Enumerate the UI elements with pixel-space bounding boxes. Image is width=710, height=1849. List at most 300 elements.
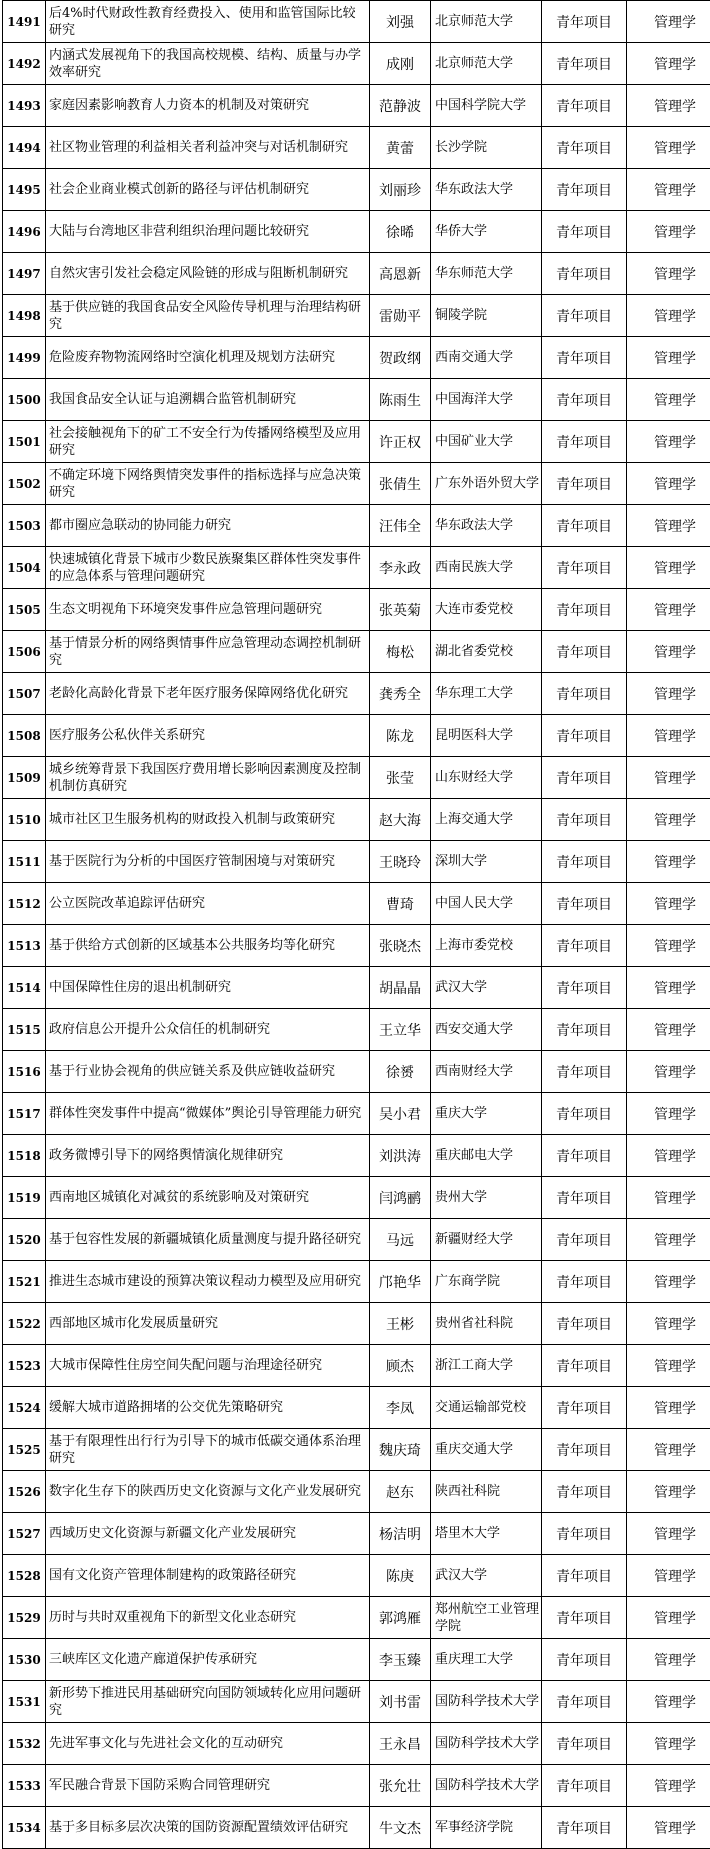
project-type-cell: 青年项目 bbox=[542, 1765, 627, 1807]
project-type-cell: 青年项目 bbox=[542, 253, 627, 295]
table-row bbox=[3, 1471, 710, 1513]
principal-investigator-cell: 邝艳华 bbox=[370, 1261, 431, 1303]
table-row bbox=[3, 925, 710, 967]
project-number-cell: 1516 bbox=[3, 1051, 46, 1093]
discipline-cell: 管理学 bbox=[627, 295, 710, 337]
project-number-cell: 1529 bbox=[3, 1597, 46, 1639]
table-row bbox=[3, 421, 710, 463]
institution-cell: 西南财经大学 bbox=[431, 1051, 542, 1093]
project-type-cell: 青年项目 bbox=[542, 463, 627, 505]
project-type-cell: 青年项目 bbox=[542, 883, 627, 925]
project-number-cell: 1531 bbox=[3, 1681, 46, 1723]
principal-investigator-cell: 张莹 bbox=[370, 757, 431, 799]
institution-cell: 国防科学技术大学 bbox=[431, 1723, 542, 1765]
table-row bbox=[3, 211, 710, 253]
project-title-cell: 危险废弃物物流网络时空演化机理及规划方法研究 bbox=[46, 337, 370, 379]
table-row bbox=[3, 1, 710, 43]
table-row bbox=[3, 505, 710, 547]
table-row bbox=[3, 1513, 710, 1555]
project-type-cell: 青年项目 bbox=[542, 127, 627, 169]
principal-investigator-cell: 刘丽珍 bbox=[370, 169, 431, 211]
project-title-cell: 西部地区城市化发展质量研究 bbox=[46, 1303, 370, 1345]
discipline-cell: 管理学 bbox=[627, 1219, 710, 1261]
institution-cell: 华东师范大学 bbox=[431, 253, 542, 295]
project-type-cell: 青年项目 bbox=[542, 1219, 627, 1261]
discipline-cell: 管理学 bbox=[627, 85, 710, 127]
project-number-cell: 1499 bbox=[3, 337, 46, 379]
table-row bbox=[3, 127, 710, 169]
project-title-cell: 政务微博引导下的网络舆情演化规律研究 bbox=[46, 1135, 370, 1177]
principal-investigator-cell: 张允壮 bbox=[370, 1765, 431, 1807]
project-title-cell: 都市圈应急联动的协同能力研究 bbox=[46, 505, 370, 547]
principal-investigator-cell: 马远 bbox=[370, 1219, 431, 1261]
project-type-cell: 青年项目 bbox=[542, 1723, 627, 1765]
project-number-cell: 1495 bbox=[3, 169, 46, 211]
project-number-cell: 1517 bbox=[3, 1093, 46, 1135]
principal-investigator-cell: 李永政 bbox=[370, 547, 431, 589]
institution-cell: 西南民族大学 bbox=[431, 547, 542, 589]
table-row bbox=[3, 1051, 710, 1093]
discipline-cell: 管理学 bbox=[627, 1, 710, 43]
project-title-cell: 大城市保障性住房空间失配问题与治理途径研究 bbox=[46, 1345, 370, 1387]
discipline-cell: 管理学 bbox=[627, 841, 710, 883]
project-title-cell: 医疗服务公私伙伴关系研究 bbox=[46, 715, 370, 757]
project-title-cell: 快速城镇化背景下城市少数民族聚集区群体性突发事件的应急体系与管理问题研究 bbox=[46, 547, 370, 589]
table-row bbox=[3, 1765, 710, 1807]
project-title-cell: 基于情景分析的网络舆情事件应急管理动态调控机制研究 bbox=[46, 631, 370, 673]
institution-cell: 华侨大学 bbox=[431, 211, 542, 253]
table-row bbox=[3, 1429, 710, 1471]
institution-cell: 交通运输部党校 bbox=[431, 1387, 542, 1429]
project-title-cell: 自然灾害引发社会稳定风险链的形成与阻断机制研究 bbox=[46, 253, 370, 295]
project-title-cell: 历时与共时双重视角下的新型文化业态研究 bbox=[46, 1597, 370, 1639]
discipline-cell: 管理学 bbox=[627, 463, 710, 505]
institution-cell: 贵州大学 bbox=[431, 1177, 542, 1219]
principal-investigator-cell: 胡晶晶 bbox=[370, 967, 431, 1009]
institution-cell: 国防科学技术大学 bbox=[431, 1681, 542, 1723]
project-title-cell: 西南地区城镇化对减贫的系统影响及对策研究 bbox=[46, 1177, 370, 1219]
discipline-cell: 管理学 bbox=[627, 1345, 710, 1387]
project-type-cell: 青年项目 bbox=[542, 1261, 627, 1303]
project-type-cell: 青年项目 bbox=[542, 1303, 627, 1345]
table-row bbox=[3, 715, 710, 757]
institution-cell: 军事经济学院 bbox=[431, 1807, 542, 1849]
project-number-cell: 1508 bbox=[3, 715, 46, 757]
principal-investigator-cell: 闫鸿鹂 bbox=[370, 1177, 431, 1219]
project-type-cell: 青年项目 bbox=[542, 1639, 627, 1681]
principal-investigator-cell: 龚秀全 bbox=[370, 673, 431, 715]
institution-cell: 郑州航空工业管理学院 bbox=[431, 1597, 542, 1639]
principal-investigator-cell: 李凤 bbox=[370, 1387, 431, 1429]
principal-investigator-cell: 张晓杰 bbox=[370, 925, 431, 967]
project-type-cell: 青年项目 bbox=[542, 211, 627, 253]
discipline-cell: 管理学 bbox=[627, 421, 710, 463]
table-row bbox=[3, 1009, 710, 1051]
discipline-cell: 管理学 bbox=[627, 169, 710, 211]
project-number-cell: 1518 bbox=[3, 1135, 46, 1177]
table-row bbox=[3, 253, 710, 295]
project-number-cell: 1525 bbox=[3, 1429, 46, 1471]
project-number-cell: 1498 bbox=[3, 295, 46, 337]
project-type-cell: 青年项目 bbox=[542, 295, 627, 337]
project-number-cell: 1503 bbox=[3, 505, 46, 547]
table-row bbox=[3, 589, 710, 631]
project-type-cell: 青年项目 bbox=[542, 169, 627, 211]
project-title-cell: 公立医院改革追踪评估研究 bbox=[46, 883, 370, 925]
project-title-cell: 城市社区卫生服务机构的财政投入机制与政策研究 bbox=[46, 799, 370, 841]
project-type-cell: 青年项目 bbox=[542, 1681, 627, 1723]
project-number-cell: 1524 bbox=[3, 1387, 46, 1429]
project-number-cell: 1528 bbox=[3, 1555, 46, 1597]
institution-cell: 深圳大学 bbox=[431, 841, 542, 883]
institution-cell: 武汉大学 bbox=[431, 967, 542, 1009]
discipline-cell: 管理学 bbox=[627, 1807, 710, 1849]
institution-cell: 华东政法大学 bbox=[431, 169, 542, 211]
discipline-cell: 管理学 bbox=[627, 925, 710, 967]
table-row bbox=[3, 799, 710, 841]
project-number-cell: 1500 bbox=[3, 379, 46, 421]
discipline-cell: 管理学 bbox=[627, 1303, 710, 1345]
principal-investigator-cell: 王立华 bbox=[370, 1009, 431, 1051]
table-row bbox=[3, 1555, 710, 1597]
table-row bbox=[3, 43, 710, 85]
project-title-cell: 基于多目标多层次决策的国防资源配置绩效评估研究 bbox=[46, 1807, 370, 1849]
project-title-cell: 群体性突发事件中提高“微媒体”舆论引导管理能力研究 bbox=[46, 1093, 370, 1135]
project-number-cell: 1526 bbox=[3, 1471, 46, 1513]
discipline-cell: 管理学 bbox=[627, 1765, 710, 1807]
project-type-cell: 青年项目 bbox=[542, 1051, 627, 1093]
project-number-cell: 1493 bbox=[3, 85, 46, 127]
project-title-cell: 我国食品安全认证与追溯耦合监管机制研究 bbox=[46, 379, 370, 421]
discipline-cell: 管理学 bbox=[627, 253, 710, 295]
project-number-cell: 1533 bbox=[3, 1765, 46, 1807]
institution-cell: 华东政法大学 bbox=[431, 505, 542, 547]
institution-cell: 上海交通大学 bbox=[431, 799, 542, 841]
principal-investigator-cell: 曹琦 bbox=[370, 883, 431, 925]
table-row bbox=[3, 1303, 710, 1345]
institution-cell: 中国海洋大学 bbox=[431, 379, 542, 421]
project-type-cell: 青年项目 bbox=[542, 1093, 627, 1135]
discipline-cell: 管理学 bbox=[627, 337, 710, 379]
discipline-cell: 管理学 bbox=[627, 673, 710, 715]
discipline-cell: 管理学 bbox=[627, 1681, 710, 1723]
discipline-cell: 管理学 bbox=[627, 1387, 710, 1429]
project-type-cell: 青年项目 bbox=[542, 841, 627, 883]
project-number-cell: 1501 bbox=[3, 421, 46, 463]
project-type-cell: 青年项目 bbox=[542, 1513, 627, 1555]
principal-investigator-cell: 陈庚 bbox=[370, 1555, 431, 1597]
discipline-cell: 管理学 bbox=[627, 1597, 710, 1639]
project-type-cell: 青年项目 bbox=[542, 85, 627, 127]
project-type-cell: 青年项目 bbox=[542, 589, 627, 631]
discipline-cell: 管理学 bbox=[627, 631, 710, 673]
project-title-cell: 生态文明视角下环境突发事件应急管理问题研究 bbox=[46, 589, 370, 631]
table-row bbox=[3, 547, 710, 589]
project-title-cell: 基于包容性发展的新疆城镇化质量测度与提升路径研究 bbox=[46, 1219, 370, 1261]
table-row bbox=[3, 1345, 710, 1387]
project-title-cell: 老龄化高龄化背景下老年医疗服务保障网络优化研究 bbox=[46, 673, 370, 715]
project-number-cell: 1502 bbox=[3, 463, 46, 505]
table-row bbox=[3, 1261, 710, 1303]
project-title-cell: 大陆与台湾地区非营利组织治理问题比较研究 bbox=[46, 211, 370, 253]
institution-cell: 长沙学院 bbox=[431, 127, 542, 169]
project-title-cell: 三峡库区文化遗产廊道保护传承研究 bbox=[46, 1639, 370, 1681]
institution-cell: 重庆邮电大学 bbox=[431, 1135, 542, 1177]
project-type-cell: 青年项目 bbox=[542, 1009, 627, 1051]
principal-investigator-cell: 牛文杰 bbox=[370, 1807, 431, 1849]
institution-cell: 重庆大学 bbox=[431, 1093, 542, 1135]
principal-investigator-cell: 徐晞 bbox=[370, 211, 431, 253]
project-title-cell: 先进军事文化与先进社会文化的互动研究 bbox=[46, 1723, 370, 1765]
project-title-cell: 社区物业管理的利益相关者利益冲突与对话机制研究 bbox=[46, 127, 370, 169]
project-title-cell: 中国保障性住房的退出机制研究 bbox=[46, 967, 370, 1009]
project-type-cell: 青年项目 bbox=[542, 715, 627, 757]
table-row bbox=[3, 757, 710, 799]
discipline-cell: 管理学 bbox=[627, 211, 710, 253]
discipline-cell: 管理学 bbox=[627, 883, 710, 925]
project-type-cell: 青年项目 bbox=[542, 1555, 627, 1597]
discipline-cell: 管理学 bbox=[627, 1009, 710, 1051]
institution-cell: 贵州省社科院 bbox=[431, 1303, 542, 1345]
project-title-cell: 内涵式发展视角下的我国高校规模、结构、质量与办学效率研究 bbox=[46, 43, 370, 85]
principal-investigator-cell: 王永昌 bbox=[370, 1723, 431, 1765]
principal-investigator-cell: 吴小君 bbox=[370, 1093, 431, 1135]
principal-investigator-cell: 汪伟全 bbox=[370, 505, 431, 547]
project-number-cell: 1530 bbox=[3, 1639, 46, 1681]
institution-cell: 上海市委党校 bbox=[431, 925, 542, 967]
project-type-cell: 青年项目 bbox=[542, 1597, 627, 1639]
principal-investigator-cell: 徐赟 bbox=[370, 1051, 431, 1093]
project-number-cell: 1509 bbox=[3, 757, 46, 799]
principal-investigator-cell: 刘书雷 bbox=[370, 1681, 431, 1723]
discipline-cell: 管理学 bbox=[627, 547, 710, 589]
project-list-table bbox=[2, 0, 710, 1849]
project-title-cell: 缓解大城市道路拥堵的公交优先策略研究 bbox=[46, 1387, 370, 1429]
project-type-cell: 青年项目 bbox=[542, 1345, 627, 1387]
institution-cell: 浙江工商大学 bbox=[431, 1345, 542, 1387]
project-number-cell: 1521 bbox=[3, 1261, 46, 1303]
project-type-cell: 青年项目 bbox=[542, 631, 627, 673]
principal-investigator-cell: 王彬 bbox=[370, 1303, 431, 1345]
project-title-cell: 后4%时代财政性教育经费投入、使用和监管国际比较研究 bbox=[46, 1, 370, 43]
principal-investigator-cell: 许正权 bbox=[370, 421, 431, 463]
project-number-cell: 1527 bbox=[3, 1513, 46, 1555]
discipline-cell: 管理学 bbox=[627, 967, 710, 1009]
project-title-cell: 基于行业协会视角的供应链关系及供应链收益研究 bbox=[46, 1051, 370, 1093]
project-number-cell: 1506 bbox=[3, 631, 46, 673]
principal-investigator-cell: 郭鸿雁 bbox=[370, 1597, 431, 1639]
principal-investigator-cell: 顾杰 bbox=[370, 1345, 431, 1387]
institution-cell: 北京师范大学 bbox=[431, 43, 542, 85]
discipline-cell: 管理学 bbox=[627, 757, 710, 799]
principal-investigator-cell: 张倩生 bbox=[370, 463, 431, 505]
project-number-cell: 1504 bbox=[3, 547, 46, 589]
discipline-cell: 管理学 bbox=[627, 1723, 710, 1765]
table-row bbox=[3, 883, 710, 925]
principal-investigator-cell: 刘洪涛 bbox=[370, 1135, 431, 1177]
discipline-cell: 管理学 bbox=[627, 505, 710, 547]
project-title-cell: 推进生态城市建设的预算决策议程动力模型及应用研究 bbox=[46, 1261, 370, 1303]
project-title-cell: 基于医院行为分析的中国医疗管制困境与对策研究 bbox=[46, 841, 370, 883]
principal-investigator-cell: 高恩新 bbox=[370, 253, 431, 295]
table-row bbox=[3, 337, 710, 379]
project-number-cell: 1514 bbox=[3, 967, 46, 1009]
project-number-cell: 1532 bbox=[3, 1723, 46, 1765]
table-row bbox=[3, 1597, 710, 1639]
institution-cell: 陕西社科院 bbox=[431, 1471, 542, 1513]
project-number-cell: 1497 bbox=[3, 253, 46, 295]
principal-investigator-cell: 成刚 bbox=[370, 43, 431, 85]
principal-investigator-cell: 梅松 bbox=[370, 631, 431, 673]
project-title-cell: 基于有限理性出行行为引导下的城市低碳交通体系治理研究 bbox=[46, 1429, 370, 1471]
project-title-cell: 基于供应链的我国食品安全风险传导机理与治理结构研究 bbox=[46, 295, 370, 337]
project-type-cell: 青年项目 bbox=[542, 967, 627, 1009]
discipline-cell: 管理学 bbox=[627, 43, 710, 85]
institution-cell: 湖北省委党校 bbox=[431, 631, 542, 673]
discipline-cell: 管理学 bbox=[627, 1051, 710, 1093]
institution-cell: 山东财经大学 bbox=[431, 757, 542, 799]
institution-cell: 重庆交通大学 bbox=[431, 1429, 542, 1471]
project-number-cell: 1491 bbox=[3, 1, 46, 43]
project-type-cell: 青年项目 bbox=[542, 1807, 627, 1849]
table-row bbox=[3, 1219, 710, 1261]
discipline-cell: 管理学 bbox=[627, 1639, 710, 1681]
table-row bbox=[3, 169, 710, 211]
project-number-cell: 1507 bbox=[3, 673, 46, 715]
discipline-cell: 管理学 bbox=[627, 589, 710, 631]
project-title-cell: 数字化生存下的陕西历史文化资源与文化产业发展研究 bbox=[46, 1471, 370, 1513]
principal-investigator-cell: 魏庆琦 bbox=[370, 1429, 431, 1471]
discipline-cell: 管理学 bbox=[627, 127, 710, 169]
project-title-cell: 西域历史文化资源与新疆文化产业发展研究 bbox=[46, 1513, 370, 1555]
table-row bbox=[3, 1639, 710, 1681]
principal-investigator-cell: 李玉臻 bbox=[370, 1639, 431, 1681]
project-type-cell: 青年项目 bbox=[542, 1429, 627, 1471]
principal-investigator-cell: 王晓玲 bbox=[370, 841, 431, 883]
principal-investigator-cell: 范静波 bbox=[370, 85, 431, 127]
institution-cell: 大连市委党校 bbox=[431, 589, 542, 631]
project-type-cell: 青年项目 bbox=[542, 1177, 627, 1219]
project-type-cell: 青年项目 bbox=[542, 1135, 627, 1177]
project-number-cell: 1520 bbox=[3, 1219, 46, 1261]
table-row bbox=[3, 1177, 710, 1219]
project-number-cell: 1511 bbox=[3, 841, 46, 883]
project-number-cell: 1505 bbox=[3, 589, 46, 631]
project-list-body bbox=[3, 1, 710, 1849]
institution-cell: 新疆财经大学 bbox=[431, 1219, 542, 1261]
project-type-cell: 青年项目 bbox=[542, 1, 627, 43]
project-number-cell: 1494 bbox=[3, 127, 46, 169]
table-row bbox=[3, 1723, 710, 1765]
project-number-cell: 1496 bbox=[3, 211, 46, 253]
discipline-cell: 管理学 bbox=[627, 715, 710, 757]
project-number-cell: 1513 bbox=[3, 925, 46, 967]
table-row bbox=[3, 463, 710, 505]
institution-cell: 国防科学技术大学 bbox=[431, 1765, 542, 1807]
institution-cell: 中国矿业大学 bbox=[431, 421, 542, 463]
project-title-cell: 新形势下推进民用基础研究向国防领域转化应用问题研究 bbox=[46, 1681, 370, 1723]
institution-cell: 北京师范大学 bbox=[431, 1, 542, 43]
project-title-cell: 家庭因素影响教育人力资本的机制及对策研究 bbox=[46, 85, 370, 127]
principal-investigator-cell: 贺政纲 bbox=[370, 337, 431, 379]
discipline-cell: 管理学 bbox=[627, 1135, 710, 1177]
institution-cell: 昆明医科大学 bbox=[431, 715, 542, 757]
project-type-cell: 青年项目 bbox=[542, 379, 627, 421]
institution-cell: 广东商学院 bbox=[431, 1261, 542, 1303]
table-row bbox=[3, 841, 710, 883]
project-title-cell: 基于供给方式创新的区域基本公共服务均等化研究 bbox=[46, 925, 370, 967]
table-row bbox=[3, 295, 710, 337]
table-row bbox=[3, 967, 710, 1009]
project-type-cell: 青年项目 bbox=[542, 1387, 627, 1429]
table-row bbox=[3, 1093, 710, 1135]
project-type-cell: 青年项目 bbox=[542, 43, 627, 85]
institution-cell: 重庆理工大学 bbox=[431, 1639, 542, 1681]
discipline-cell: 管理学 bbox=[627, 1555, 710, 1597]
principal-investigator-cell: 刘强 bbox=[370, 1, 431, 43]
project-type-cell: 青年项目 bbox=[542, 1471, 627, 1513]
institution-cell: 中国科学院大学 bbox=[431, 85, 542, 127]
project-type-cell: 青年项目 bbox=[542, 547, 627, 589]
project-title-cell: 社会企业商业模式创新的路径与评估机制研究 bbox=[46, 169, 370, 211]
project-number-cell: 1515 bbox=[3, 1009, 46, 1051]
project-number-cell: 1519 bbox=[3, 1177, 46, 1219]
discipline-cell: 管理学 bbox=[627, 1471, 710, 1513]
project-title-cell: 军民融合背景下国防采购合同管理研究 bbox=[46, 1765, 370, 1807]
principal-investigator-cell: 杨洁明 bbox=[370, 1513, 431, 1555]
project-title-cell: 城乡统筹背景下我国医疗费用增长影响因素测度及控制机制仿真研究 bbox=[46, 757, 370, 799]
institution-cell: 塔里木大学 bbox=[431, 1513, 542, 1555]
institution-cell: 西安交通大学 bbox=[431, 1009, 542, 1051]
discipline-cell: 管理学 bbox=[627, 799, 710, 841]
project-number-cell: 1523 bbox=[3, 1345, 46, 1387]
project-title-cell: 不确定环境下网络舆情突发事件的指标选择与应急决策研究 bbox=[46, 463, 370, 505]
project-type-cell: 青年项目 bbox=[542, 757, 627, 799]
project-number-cell: 1510 bbox=[3, 799, 46, 841]
table-row bbox=[3, 1807, 710, 1849]
project-number-cell: 1492 bbox=[3, 43, 46, 85]
principal-investigator-cell: 赵东 bbox=[370, 1471, 431, 1513]
discipline-cell: 管理学 bbox=[627, 1513, 710, 1555]
table-row bbox=[3, 85, 710, 127]
table-row bbox=[3, 1135, 710, 1177]
project-title-cell: 社会接触视角下的矿工不安全行为传播网络模型及应用研究 bbox=[46, 421, 370, 463]
principal-investigator-cell: 陈雨生 bbox=[370, 379, 431, 421]
discipline-cell: 管理学 bbox=[627, 1429, 710, 1471]
project-type-cell: 青年项目 bbox=[542, 799, 627, 841]
institution-cell: 武汉大学 bbox=[431, 1555, 542, 1597]
project-number-cell: 1522 bbox=[3, 1303, 46, 1345]
institution-cell: 广东外语外贸大学 bbox=[431, 463, 542, 505]
project-type-cell: 青年项目 bbox=[542, 673, 627, 715]
project-number-cell: 1534 bbox=[3, 1807, 46, 1849]
principal-investigator-cell: 黄蕾 bbox=[370, 127, 431, 169]
project-type-cell: 青年项目 bbox=[542, 337, 627, 379]
table-row bbox=[3, 1681, 710, 1723]
table-row bbox=[3, 673, 710, 715]
table-row bbox=[3, 1387, 710, 1429]
principal-investigator-cell: 张英菊 bbox=[370, 589, 431, 631]
institution-cell: 西南交通大学 bbox=[431, 337, 542, 379]
project-number-cell: 1512 bbox=[3, 883, 46, 925]
table-row bbox=[3, 631, 710, 673]
project-type-cell: 青年项目 bbox=[542, 421, 627, 463]
principal-investigator-cell: 雷勋平 bbox=[370, 295, 431, 337]
project-title-cell: 国有文化资产管理体制建构的政策路径研究 bbox=[46, 1555, 370, 1597]
institution-cell: 铜陵学院 bbox=[431, 295, 542, 337]
discipline-cell: 管理学 bbox=[627, 1177, 710, 1219]
project-type-cell: 青年项目 bbox=[542, 925, 627, 967]
